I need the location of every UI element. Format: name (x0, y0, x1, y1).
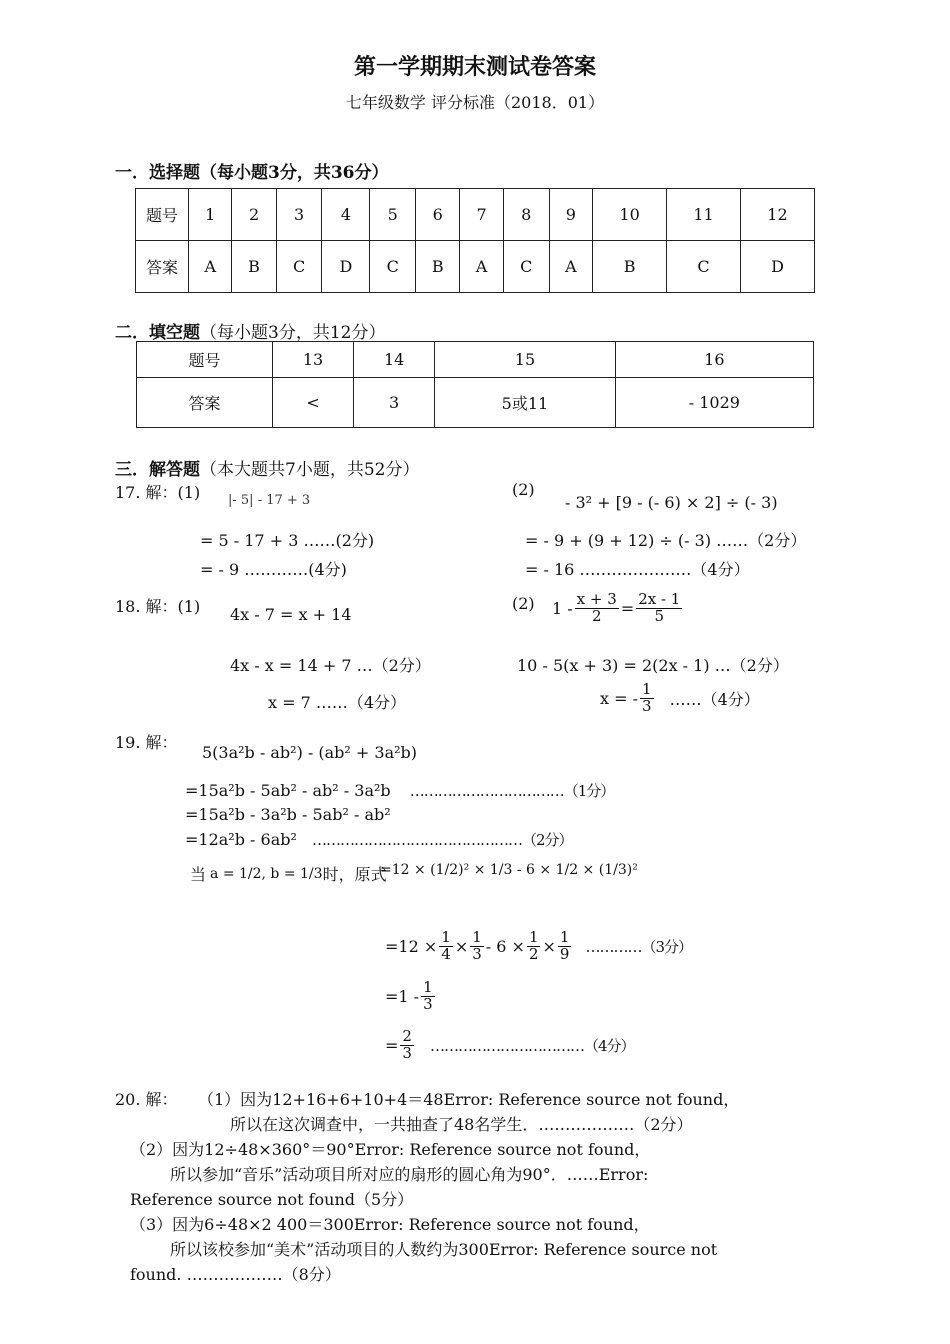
fraction (400, 1029, 414, 1062)
table-cell: B (593, 241, 667, 293)
table-cell: A (460, 241, 503, 293)
table-cell: D (322, 241, 370, 293)
table-cell: D (740, 241, 814, 293)
table-cell: 11 (667, 189, 741, 241)
denominator: 5 (654, 606, 665, 625)
denominator: 3 (423, 994, 433, 1013)
score-mark: ………………………………………（2分） (312, 831, 573, 849)
when-text: 当 (190, 865, 207, 884)
q20-line8: found. ………………（8分） (130, 1265, 341, 1284)
numerator: 1 (559, 928, 570, 946)
score-mark: ……（4分） (669, 689, 760, 709)
cond-suffix: 时，原式 (322, 865, 387, 884)
denominator: 4 (441, 944, 451, 963)
q19-cond: a = 1/2, b = 1/3 (210, 865, 323, 882)
page-title: 第一学期期末测试卷答案 (353, 54, 596, 80)
q18-p1-step1: 4x - x = 14 + 7 …（2分） (230, 656, 431, 675)
q19-line3 (385, 980, 437, 1013)
numerator: 1 (472, 928, 482, 946)
q19-condition (190, 862, 387, 885)
q18-p1-expr: 4x - 7 = x + 14 (230, 605, 352, 624)
table-cell: C (370, 241, 416, 293)
numerator: x + 3 (576, 590, 617, 608)
q19-label: 19. 解： (115, 733, 178, 752)
q19-expr: 5(3a²b - ab²) - (ab² + 3a²b) (202, 743, 418, 762)
fraction (421, 980, 435, 1013)
table-cell: 12 (740, 189, 814, 241)
q18-p2-step1: 10 - 5(x + 3) = 2(2x - 1) …（2分） (517, 656, 789, 675)
fraction (439, 930, 453, 963)
q19-step2: =15a²b - 3a²b - 5ab² - ab² (185, 805, 391, 824)
row-label-question: 题号 (137, 342, 273, 378)
denominator: 3 (472, 944, 482, 963)
table-cell: 7 (460, 189, 503, 241)
q20-label: 20. 解： (115, 1090, 178, 1109)
q19-step1 (185, 780, 614, 801)
q19-sub-line: =12 × (1/2)² × 1/3 - 6 × 1/2 × (1/3)² (380, 862, 638, 878)
numerator: 1 (642, 680, 652, 698)
fraction (636, 592, 682, 625)
step-prefix: =1 - (385, 986, 420, 1006)
numerator: 1 (423, 978, 433, 996)
denominator: 2 (591, 606, 602, 625)
q18-p2-label: (2) (512, 594, 535, 613)
times-sign: × (454, 936, 469, 956)
section3-note: （本大题共7小题，共52分） (200, 460, 420, 480)
section2-note: （每小题3分，共12分） (200, 323, 386, 343)
table-cell: 13 (273, 342, 354, 378)
choice-answer-table (135, 188, 815, 293)
table-cell: 6 (416, 189, 460, 241)
table-cell: 9 (549, 189, 592, 241)
row-label-answer: 答案 (136, 241, 189, 293)
numerator: 2 (402, 1027, 412, 1045)
q17-p1-step1: = 5 - 17 + 3 ……(2分) (200, 531, 375, 550)
step-expr: =15a²b - 5ab² - ab² - 3a²b (185, 781, 391, 800)
q20-line5: Reference source not found（5分） (130, 1190, 414, 1209)
q20-line2: 所以在这次调查中，一共抽查了48名学生．………………（2分） (230, 1115, 693, 1134)
numerator: 2x - 1 (638, 590, 681, 608)
q19-line2 (385, 930, 692, 963)
numerator: 1 (528, 928, 539, 946)
fill-answer-table (136, 341, 814, 428)
coef: - 6 × (485, 936, 525, 956)
q17-p2-step2: = - 16 …………………（4分） (525, 560, 750, 579)
equals-sign: = (620, 598, 635, 618)
table-cell: 1 (189, 189, 232, 241)
q20-line6: （3）因为6÷48×2 400＝300Error: Reference source not found， (130, 1215, 650, 1234)
q19-line4 (385, 1029, 635, 1062)
q17-p2-label: (2) (512, 480, 535, 499)
table-cell: 5或11 (435, 378, 616, 428)
table-cell: 16 (615, 342, 813, 378)
section2-heading (115, 318, 385, 343)
fraction (527, 930, 541, 963)
score-mark: ……………………………（1分） (409, 782, 615, 800)
times-sign: × (542, 936, 556, 956)
score-mark: ……………………………（4分） (429, 1036, 635, 1055)
q18-p1-step2: x = 7 ……（4分） (268, 693, 407, 712)
table-cell: 2 (232, 189, 276, 241)
denominator: 3 (402, 1043, 412, 1062)
table-cell: C (276, 241, 322, 293)
fraction (575, 592, 619, 625)
table-cell: 3 (276, 189, 322, 241)
table-cell: 3 (354, 378, 435, 428)
section3-heading (115, 455, 419, 480)
q17-p1-expr: |- 5| - 17 + 3 (228, 493, 311, 508)
q18-label: 18. 解：(1) (115, 597, 201, 616)
q17-label: 17. 解：(1) (115, 483, 201, 502)
table-cell: 10 (593, 189, 667, 241)
table-cell: B (416, 241, 460, 293)
q20-line7: 所以该校参加“美术”活动项目的人数约为300Error: Reference source not (170, 1240, 718, 1259)
q17-p2-expr: - 3² + [9 - (- 6) × 2] ÷ (- 3) (565, 493, 778, 512)
q20-line4: 所以参加“音乐”活动项目所对应的扇形的圆心角为90°．……Error: (170, 1165, 649, 1184)
table-cell: 14 (354, 342, 435, 378)
q20-line3: （2）因为12÷48×360°＝90°Error: Reference source not found， (130, 1140, 651, 1159)
fraction (470, 930, 484, 963)
coef: =12 × (385, 936, 438, 956)
section2-title: 二．填空题 (115, 323, 200, 343)
table-cell: - 1029 (615, 378, 813, 428)
q17-p1-step2: = - 9 …………(4分) (200, 560, 347, 579)
table-cell: 4 (322, 189, 370, 241)
denominator: 3 (642, 696, 652, 715)
table-cell: A (549, 241, 592, 293)
q18-p2-step2 (600, 682, 760, 715)
q17-p2-step1: = - 9 + (9 + 12) ÷ (- 3) ……（2分） (525, 531, 807, 550)
table-cell: A (189, 241, 232, 293)
table-cell: B (232, 241, 276, 293)
table-cell: < (273, 378, 354, 428)
section1-heading: 一．选择题（每小题3分，共36分） (115, 163, 389, 183)
page-subtitle: 七年级数学 评分标准（2018．01） (345, 93, 605, 112)
row-label-answer: 答案 (137, 378, 273, 428)
fraction (640, 682, 654, 715)
q18-p2-expr (552, 592, 684, 625)
step-prefix: x = - (600, 688, 639, 708)
fraction (558, 930, 572, 963)
score-mark: …………（3分） (585, 937, 692, 956)
q20-line1: （1）因为12+16+6+10+4＝48Error: Reference source not found， (198, 1090, 740, 1109)
table-cell: 5 (370, 189, 416, 241)
table-cell: 15 (435, 342, 616, 378)
table-cell: C (667, 241, 741, 293)
step-prefix: = (385, 1035, 399, 1055)
table-cell: 8 (503, 189, 549, 241)
table-cell: C (503, 241, 549, 293)
q19-step3 (185, 829, 573, 850)
denominator: 2 (528, 944, 539, 963)
denominator: 9 (559, 944, 570, 963)
section3-title: 三．解答题 (115, 460, 200, 480)
step-expr: =12a²b - 6ab² (185, 830, 297, 849)
row-label-question: 题号 (136, 189, 189, 241)
q18-p2-prefix: 1 - (552, 598, 573, 618)
numerator: 1 (441, 928, 451, 946)
